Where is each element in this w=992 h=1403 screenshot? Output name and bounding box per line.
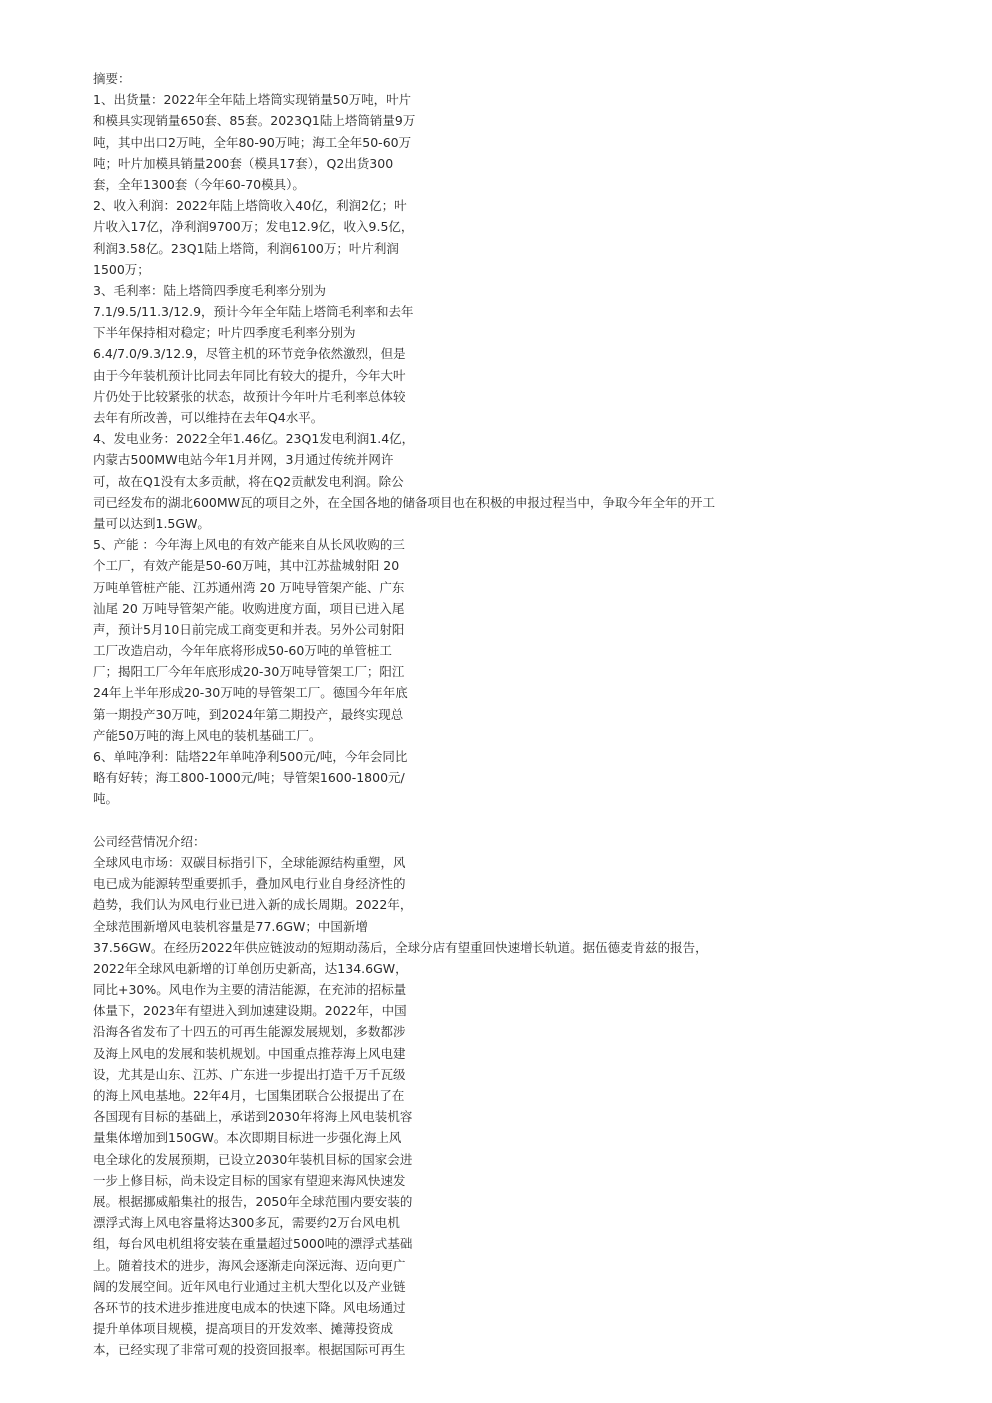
summary-text-line: 由于今年装机预计比同去年同比有较大的提升，今年大叶: [93, 367, 406, 383]
intro-text-line: 电全球化的发展预期，已设立2030年装机目标的国家会进: [93, 1151, 413, 1167]
summary-text-line: 工厂改造启动，今年年底将形成50-60万吨的单管桩工: [93, 643, 392, 659]
intro-text-line: 同比+30%。风电作为主要的清洁能源，在充沛的招标量: [93, 982, 407, 998]
intro-text-line: 全球范围新增风电装机容量是77.6GW；中国新增: [93, 918, 368, 934]
summary-text-line: 吨。: [93, 791, 119, 807]
summary-text-line: 去年有所改善，可以维持在去年Q4水平。: [93, 410, 324, 425]
summary-text-line: 下半年保持相对稳定；叶片四季度毛利率分别为: [93, 325, 356, 341]
summary-text-line: 量可以达到1.5GW。: [93, 515, 210, 531]
intro-text-line: 沿海各省发布了十四五的可再生能源发展规划，多数都涉: [93, 1024, 406, 1040]
summary-text-line: 6、单吨净利：陆塔22年单吨净利500元/吨，今年会同比: [93, 749, 408, 764]
summary-text-line: 厂；揭阳工厂今年年底形成20-30万吨导管架工厂；阳江: [93, 664, 405, 680]
intro-text-line: 组，每台风电机组将安装在重量超过5000吨的漂浮式基础: [93, 1236, 413, 1252]
summary-text-line: 6.4/7.0/9.3/12.9，尽管主机的环节竞争依然激烈，但是: [93, 346, 406, 362]
summary-text-line: 内蒙古500MW电站今年1月并网，3月通过传统并网许: [93, 452, 394, 468]
summary-text-line: 片收入17亿，净利润9700万；发电12.9亿，收入9.5亿，: [93, 219, 414, 235]
summary-text-line: 套，全年1300套（今年60-70模具）。: [93, 176, 305, 192]
intro-section: [93, 852, 973, 1361]
intro-text-line: 阔的发展空间。近年风电行业通过主机大型化以及产业链: [93, 1278, 406, 1294]
intro-text-line: 各环节的技术进步推进度电成本的快速下降。风电场通过: [93, 1299, 406, 1315]
intro-text-line: 趋势，我们认为风电行业已进入新的成长周期。2022年，: [93, 897, 413, 913]
intro-text-line: 37.56GW。在经历2022年供应链波动的短期动荡后，全球分店有望重回快速增长轨道。据伍德麦肯兹的报告，: [93, 939, 708, 955]
summary-text-line: 可，故在Q1没有太多贡献，将在Q2贡献发电利润。除公: [93, 473, 404, 489]
summary-text-line: 产能50万吨的海上风电的装机基础工厂。: [93, 727, 322, 743]
summary-text-line: 5、产能 ：今年海上风电的有效产能来自从长风收购的三: [93, 537, 405, 553]
intro-text-line: 设，尤其是山东、江苏、广东进一步提出打造千万千瓦级: [93, 1066, 406, 1082]
intro-text-line: 本，已经实现了非常可观的投资回报率。根据国际可再生: [93, 1342, 406, 1358]
summary-text-line: 汕尾 20 万吨导管架产能。收购进度方面，项目已进入尾: [93, 600, 405, 616]
intro-text-line: 全球风电市场：双碳目标指引下，全球能源结构重塑，风: [93, 854, 406, 870]
summary-text-line: 2、收入利润：2022年陆上塔筒收入40亿，利润2亿；叶: [93, 198, 407, 214]
summary-text-line: 1、出货量：2022年全年陆上塔筒实现销量50万吨，叶片: [93, 92, 412, 108]
intro-text-line: 的海上风电基地。22年4月，七国集团联合公报提出了在: [93, 1088, 405, 1103]
summary-text-line: 24年上半年形成20-30万吨的导管架工厂。德国今年年底: [93, 685, 408, 701]
intro-text-line: 及海上风电的发展和装机规划。中国重点推荐海上风电建: [93, 1045, 406, 1061]
intro-text-line: 各国现有目标的基础上，承诺到2030年将海上风电装机容: [93, 1109, 413, 1125]
intro-text-line: 量集体增加到150GW。本次即期目标进一步强化海上风: [93, 1130, 402, 1146]
summary-text-line: 利润3.58亿。23Q1陆上塔筒，利润6100万；叶片利润: [93, 240, 399, 256]
summary-text-line: 吨；叶片加模具销量200套（模具17套），Q2出货300: [93, 155, 394, 171]
intro-text-line: 电已成为能源转型重要抓手，叠加风电行业自身经济性的: [93, 876, 406, 892]
summary-text-line: 略有好转；海工800-1000元/吨；导管架1600-1800元/: [93, 770, 405, 786]
intro-text-line: 上。随着技术的进步，海风会逐渐走向深远海、迈向更广: [93, 1257, 406, 1273]
summary-text-line: 吨，其中出口2万吨，全年80-90万吨；海工全年50-60万: [93, 134, 412, 150]
section-gap: [93, 810, 973, 831]
intro-text-line: 漂浮式海上风电容量将达300多瓦，需要约2万台风电机: [93, 1215, 400, 1231]
summary-text-line: 第一期投产30万吨，到2024年第二期投产，最终实现总: [93, 706, 404, 722]
summary-section: [93, 89, 973, 809]
summary-text-line: 个工厂，有效产能是50-60万吨，其中江苏盐城射阳 20: [93, 558, 400, 574]
summary-text-line: 片仍处于比较紧张的状态，故预计今年叶片毛利率总体较: [93, 388, 406, 404]
document-page: [93, 68, 973, 1360]
summary-text-line: 1500万；: [93, 261, 150, 277]
summary-text-line: 3、毛利率：陆上塔筒四季度毛利率分别为: [93, 282, 326, 298]
intro-text-line: 提升单体项目规模，提高项目的开发效率、摊薄投资成: [93, 1321, 394, 1337]
intro-text-line: 一步上修目标，尚未设定目标的国家有望迎来海风快速发: [93, 1172, 406, 1188]
intro-text-line: 2022年全球风电新增的订单创历史新高，达134.6GW，: [93, 960, 408, 976]
summary-text-line: 司已经发布的湖北600MW瓦的项目之外，在全国各地的储备项目也在积极的申报过程当中，争取今年全年的开工: [93, 494, 716, 510]
summary-heading: 摘要：: [93, 71, 131, 86]
summary-text-line: 和模具实现销量650套、85套。2023Q1陆上塔筒销量9万: [93, 113, 416, 129]
intro-text-line: 展。根据挪威船集社的报告，2050年全球范围内要安装的: [93, 1193, 413, 1209]
summary-text-line: 万吨单管桩产能、江苏通州湾 20 万吨导管架产能、广东: [93, 579, 405, 595]
intro-heading: 公司经营情况介绍：: [93, 833, 206, 849]
summary-text-line: 7.1/9.5/11.3/12.9，预计今年全年陆上塔筒毛利率和去年: [93, 304, 414, 320]
summary-text-line: 4、发电业务：2022全年1.46亿。23Q1发电利润1.4亿，: [93, 431, 415, 447]
summary-text-line: 声，预计5月10日前完成工商变更和并表。另外公司射阳: [93, 621, 405, 637]
intro-text-line: 体量下，2023年有望进入到加速建设期。2022年，中国: [93, 1003, 407, 1019]
